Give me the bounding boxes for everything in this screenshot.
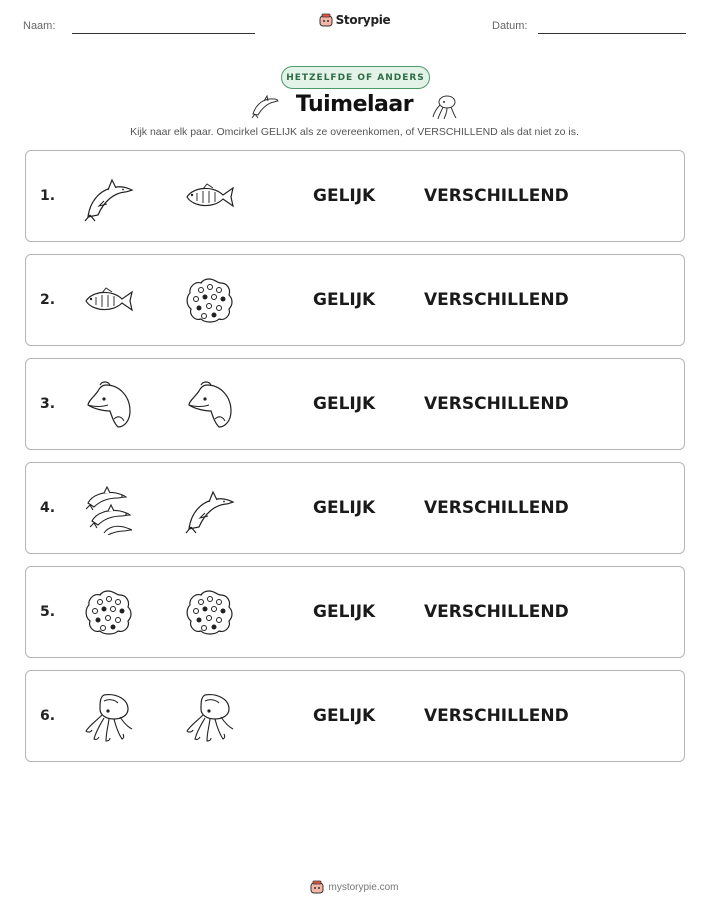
option-same[interactable]: GELIJK bbox=[313, 498, 376, 518]
option-different[interactable]: VERSCHILLEND bbox=[424, 498, 569, 518]
exercise-row-6 bbox=[25, 670, 685, 762]
brand-logo bbox=[0, 13, 709, 27]
dolphin-icon bbox=[82, 171, 134, 223]
storypie-logo-icon bbox=[319, 13, 333, 27]
page-title: Tuimelaar bbox=[295, 92, 414, 117]
fish-icon bbox=[82, 275, 134, 327]
name-label: Naam: bbox=[23, 20, 56, 32]
dolphin-pod-icon bbox=[82, 483, 134, 535]
footer-url[interactable]: mystorypie.com bbox=[328, 881, 399, 893]
option-same[interactable]: GELIJK bbox=[313, 186, 376, 206]
coral-icon bbox=[183, 587, 235, 639]
option-different[interactable]: VERSCHILLEND bbox=[424, 290, 569, 310]
coral-icon bbox=[183, 275, 235, 327]
storypie-logo-icon bbox=[310, 880, 324, 894]
exercise-row-2 bbox=[25, 254, 685, 346]
coral-icon bbox=[82, 587, 134, 639]
exercise-row-1 bbox=[25, 150, 685, 242]
row-number: 1. bbox=[40, 188, 56, 204]
option-different[interactable]: VERSCHILLEND bbox=[424, 706, 569, 726]
dolphin-head-icon bbox=[183, 379, 235, 431]
row-number: 2. bbox=[40, 292, 56, 308]
option-different[interactable]: VERSCHILLEND bbox=[424, 602, 569, 622]
dolphin-icon bbox=[183, 483, 235, 535]
option-same[interactable]: GELIJK bbox=[313, 602, 376, 622]
octopus-icon bbox=[430, 93, 460, 121]
name-line[interactable] bbox=[72, 33, 255, 34]
octopus-icon bbox=[82, 691, 134, 743]
footer bbox=[0, 880, 709, 894]
option-same[interactable]: GELIJK bbox=[313, 394, 376, 414]
date-line[interactable] bbox=[538, 33, 686, 34]
date-label: Datum: bbox=[492, 20, 528, 32]
option-different[interactable]: VERSCHILLEND bbox=[424, 186, 569, 206]
row-number: 5. bbox=[40, 604, 56, 620]
exercise-list bbox=[25, 150, 685, 774]
category-badge: HETZELFDE OF ANDERS bbox=[281, 66, 430, 89]
exercise-row-4 bbox=[25, 462, 685, 554]
exercise-row-3 bbox=[25, 358, 685, 450]
exercise-row-5 bbox=[25, 566, 685, 658]
brand-name: Storypie bbox=[335, 13, 391, 27]
option-same[interactable]: GELIJK bbox=[313, 290, 376, 310]
row-number: 6. bbox=[40, 708, 56, 724]
row-number: 3. bbox=[40, 396, 56, 412]
instructions: Kijk naar elk paar. Omcirkel GELIJK als ze overeenkomen, of VERSCHILLEND als dat niet zo is. bbox=[130, 126, 579, 138]
octopus-icon bbox=[183, 691, 235, 743]
dolphin-head-icon bbox=[82, 379, 134, 431]
fish-icon bbox=[183, 171, 235, 223]
option-different[interactable]: VERSCHILLEND bbox=[424, 394, 569, 414]
row-number: 4. bbox=[40, 500, 56, 516]
option-same[interactable]: GELIJK bbox=[313, 706, 376, 726]
